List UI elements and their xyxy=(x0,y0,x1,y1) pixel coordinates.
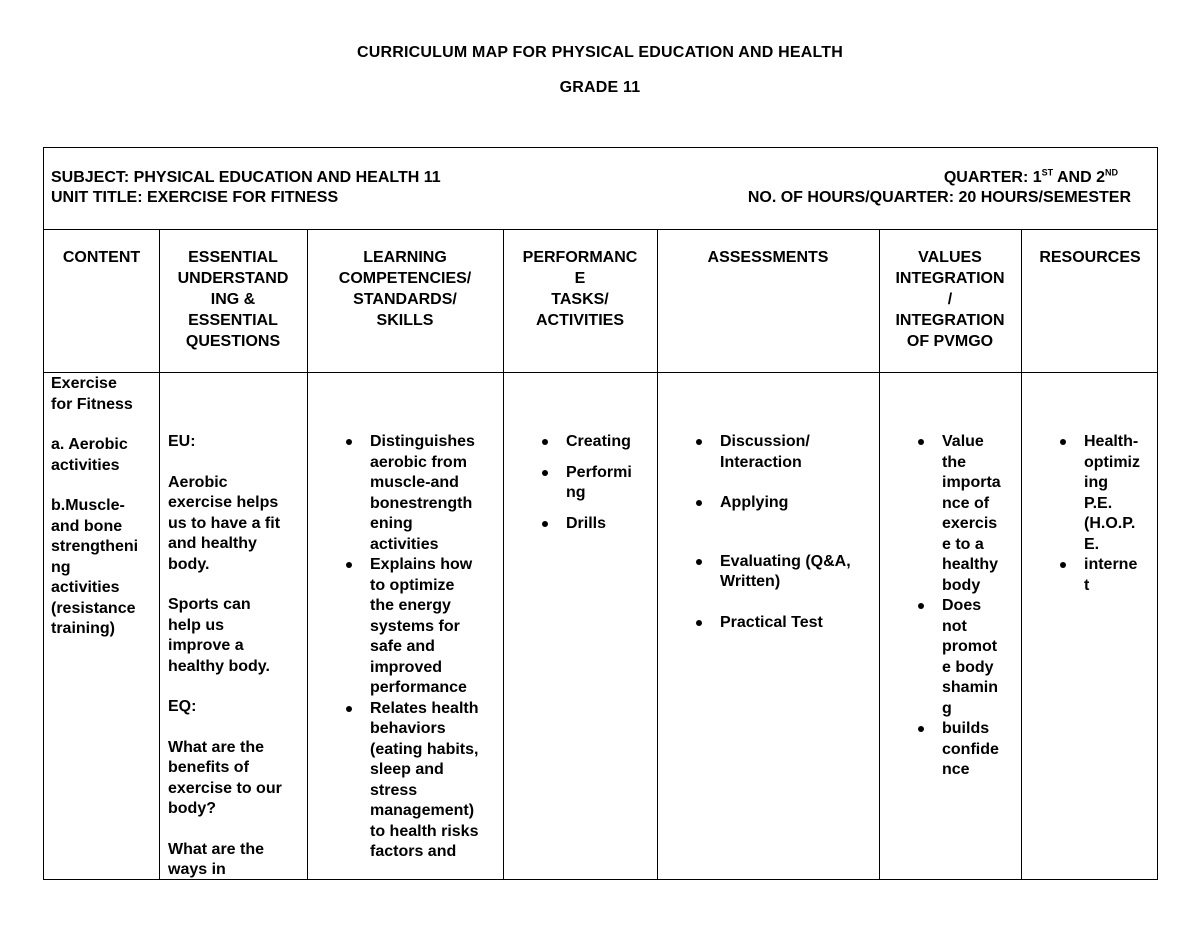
performance-item: Performi ng xyxy=(537,463,655,504)
value-item: builds confide nce xyxy=(913,719,1019,781)
column-divider xyxy=(1021,229,1022,879)
col-header-resources: RESOURCES xyxy=(1039,249,1141,266)
competency-item: Distinguishes aerobic from muscle-and bonestrength ening activities xyxy=(341,432,503,555)
content-item-b: b.Muscle- and bone strengtheni ng activities (resistance training) xyxy=(51,497,139,637)
header-divider xyxy=(44,229,1157,230)
subject-label: SUBJECT: PHYSICAL EDUCATION AND HEALTH 11 xyxy=(51,169,441,186)
value-item: Value the importa nce of exercis e to a healthy body xyxy=(913,432,1019,596)
assessment-item: Evaluating (Q&A, Written) xyxy=(691,552,877,593)
quarter-label: QUARTER: 1ST AND 2ND xyxy=(943,167,1118,186)
content-item-a: a. Aerobic activities xyxy=(51,436,128,474)
resources-list xyxy=(1055,432,1157,596)
assessment-item: Practical Test xyxy=(691,613,877,634)
eq-label: EQ: xyxy=(168,698,197,715)
performance-item: Drills xyxy=(537,514,655,535)
assessments-cell xyxy=(691,432,877,633)
values-list xyxy=(913,432,1019,781)
eu-text: Sports can help us improve a healthy body. xyxy=(168,596,270,675)
performance-list xyxy=(537,432,655,534)
resource-item: interne t xyxy=(1055,555,1157,596)
content-topic: Exercise for Fitness xyxy=(51,375,133,413)
col-header-performance: PERFORMANC E TASKS/ ACTIVITIES xyxy=(522,249,638,329)
resources-cell xyxy=(1055,432,1157,596)
eq-text: What are the ways in xyxy=(168,840,265,878)
assessments-list xyxy=(691,432,877,633)
col-header-competencies: LEARNING COMPETENCIES/ STANDARDS/ SKILLS xyxy=(338,249,472,329)
column-header-divider xyxy=(44,372,1157,373)
column-divider xyxy=(657,229,658,879)
competencies-list xyxy=(341,432,503,863)
assessment-item: Discussion/ Interaction xyxy=(691,432,877,473)
col-header-values: VALUES INTEGRATION / INTEGRATION OF PVMGO xyxy=(895,249,1005,350)
values-cell xyxy=(913,432,1019,781)
grade-title: GRADE 11 xyxy=(559,79,641,96)
document-title: CURRICULUM MAP FOR PHYSICAL EDUCATION AND HEALTH xyxy=(356,44,844,61)
performance-cell xyxy=(537,432,655,534)
col-header-content: CONTENT xyxy=(62,249,141,266)
competency-item: Explains how to optimize the energy systems for safe and improved performance xyxy=(341,555,503,699)
value-item: Does not promot e body shamin g xyxy=(913,596,1019,719)
col-header-assessments: ASSESSMENTS xyxy=(707,249,829,266)
resource-item: Health- optimiz ing P.E. (H.O.P. E. xyxy=(1055,432,1157,555)
eu-label: EU: xyxy=(168,433,196,450)
competencies-cell xyxy=(341,432,503,863)
content-cell xyxy=(51,374,157,640)
col-header-essential: ESSENTIAL UNDERSTAND ING & ESSENTIAL QUESTIONS xyxy=(177,249,289,350)
competency-item: Relates health behaviors (eating habits, sleep and stress management) to health risks factors and xyxy=(341,699,503,863)
performance-item: Creating xyxy=(537,432,655,453)
eq-text: What are the benefits of exercise to our body? xyxy=(168,738,282,817)
eu-eq-cell xyxy=(168,432,304,881)
assessment-item: Applying xyxy=(691,493,877,514)
unit-title-label: UNIT TITLE: EXERCISE FOR FITNESS xyxy=(51,189,339,206)
eu-text: Aerobic exercise helps us to have a fit and healthy body. xyxy=(168,473,281,573)
hours-label: NO. OF HOURS/QUARTER: 20 HOURS/SEMESTER xyxy=(747,189,1131,206)
curriculum-table xyxy=(43,147,1158,880)
